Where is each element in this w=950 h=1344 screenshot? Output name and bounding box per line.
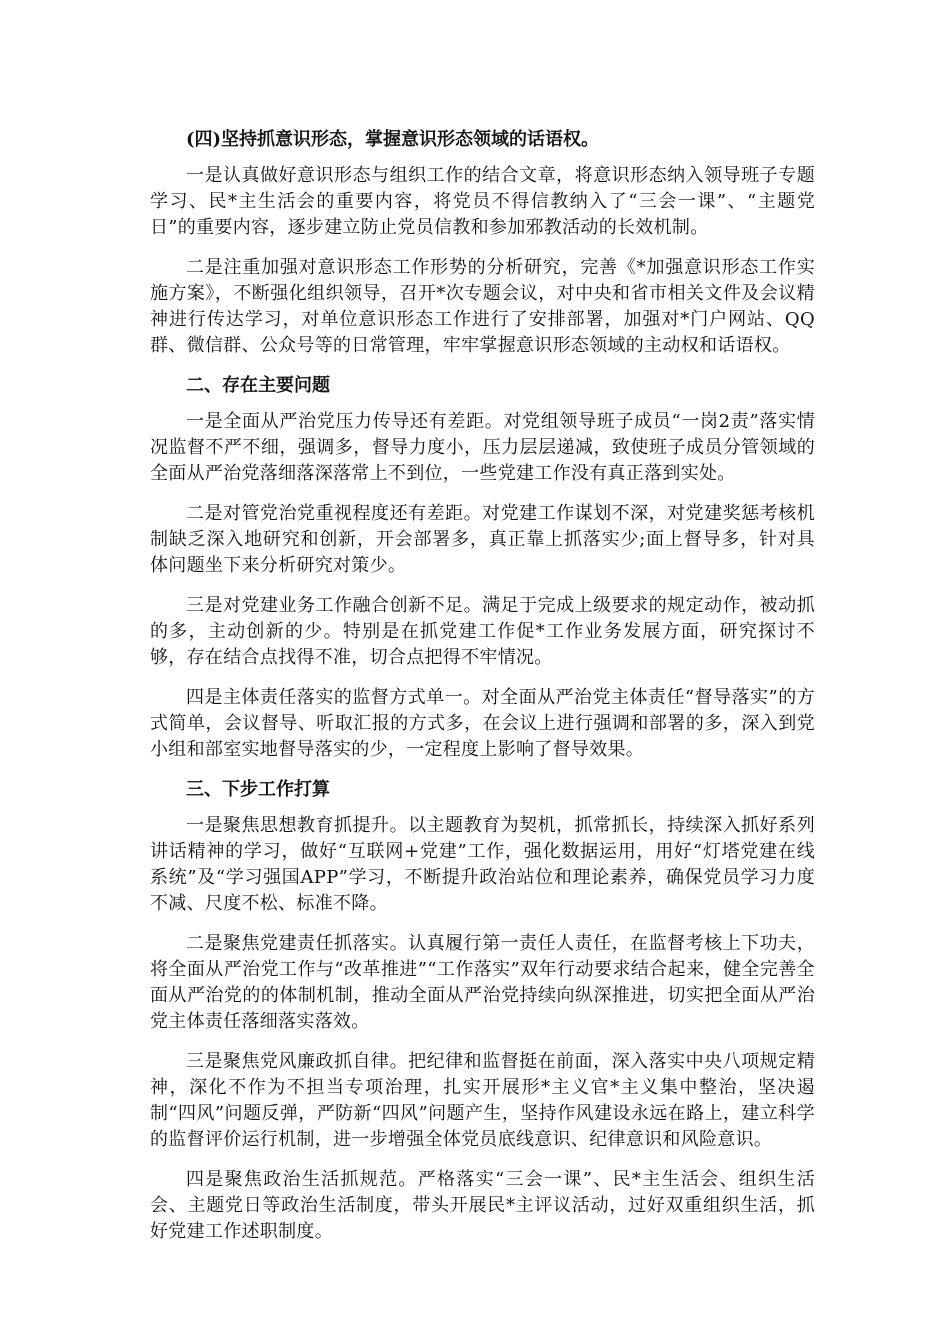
paragraph: 三是聚焦党风廉政抓自律。把纪律和监督挺在前面，深入落实中央八项规定精神，深化不作为不担当专项治理，扎实开展形*主义官*主义集中整治，坚决遏制“四风”问题反弹，严防新“四风”问题产生，坚持作风建设永远在路上，建立科学的监督评价运行机制，进一步增强全体党员底线意识、纪律意识和风险意识。 xyxy=(150,1051,815,1150)
paragraph: 一是聚焦思想教育抓提升。以主题教育为契机，抓常抓长，持续深入抓好系列讲话精神的学习，做好“互联网+党建”工作，强化数据运用，用好“灯塔党建在线系统”及“学习强国APP”学习，不断提升政治站位和理论素养，确保党员学习力度不减、尺度不松、标准不降。 xyxy=(150,815,815,914)
paragraph: 四是主体责任落实的监督方式单一。对全面从严治党主体责任“督导落实”的方式简单，会议督导、听取汇报的方式多，在会议上进行强调和部署的多，深入到党小组和部室实地督导落实的少，一定程度上影响了督导效果。 xyxy=(150,687,815,760)
section-heading-ideology: (四)坚持抓意识形态，掌握意识形态领域的话语权。 xyxy=(186,129,600,150)
paragraph: 四是聚焦政治生活抓规范。严格落实“三会一课”、民*主生活会、组织生活会、主题党日等政治生活制度，带头开展民*主评议活动，过好双重组织生活，抓好党建工作述职制度。 xyxy=(150,1169,815,1242)
section-heading-plans: 三、下步工作打算 xyxy=(186,779,330,800)
paragraph: 二是注重加强对意识形态工作形势的分析研究，完善《*加强意识形态工作实施方案》，不断强化组织领导，召开*次专题会议，对中央和省市相关文件及会议精神进行传达学习，对单位意识形态工作进行了安排部署，加强对*门户网站、QQ群、微信群、公众号等的日常管理，牢牢掌握意识形态领域的主动权和话语权。 xyxy=(150,257,815,356)
paragraph: 二是对管党治党重视程度还有差距。对党建工作谋划不深，对党建奖惩考核机制缺乏深入地研究和创新，开会部署多，真正靠上抓落实少;面上督导多，针对具体问题坐下来分析研究对策少。 xyxy=(150,503,815,576)
paragraph: 一是认真做好意识形态与组织工作的结合文章，将意识形态纳入领导班子专题学习、民*主生活会的重要内容，将党员不得信教纳入了“三会一课”、“主题党日”的重要内容，逐步建立防止党员信教和参加邪教活动的长效机制。 xyxy=(150,165,815,238)
document-body xyxy=(150,127,815,1259)
paragraph: 一是全面从严治党压力传导还有差距。对党组领导班子成员“一岗2责”落实情况监督不严不细，强调多，督导力度小，压力层层递减，致使班子成员分管领域的全面从严治党落细落深落常上不到位，一些党建工作没有真正落到实处。 xyxy=(150,411,815,484)
section-heading-problems: 二、存在主要问题 xyxy=(186,375,330,396)
paragraph: 二是聚焦党建责任抓落实。认真履行第一责任人责任，在监督考核上下功夫，将全面从严治党工作与“改革推进”“工作落实”双年行动要求结合起来，健全完善全面从严治党的的体制机制，推动全面从严治党持续向纵深推进，切实把全面从严治党主体责任落细落实落效。 xyxy=(150,933,815,1032)
paragraph: 三是对党建业务工作融合创新不足。满足于完成上级要求的规定动作，被动抓的多，主动创新的少。特别是在抓党建工作促*工作业务发展方面，研究探讨不够，存在结合点找得不准，切合点把得不牢情况。 xyxy=(150,595,815,668)
